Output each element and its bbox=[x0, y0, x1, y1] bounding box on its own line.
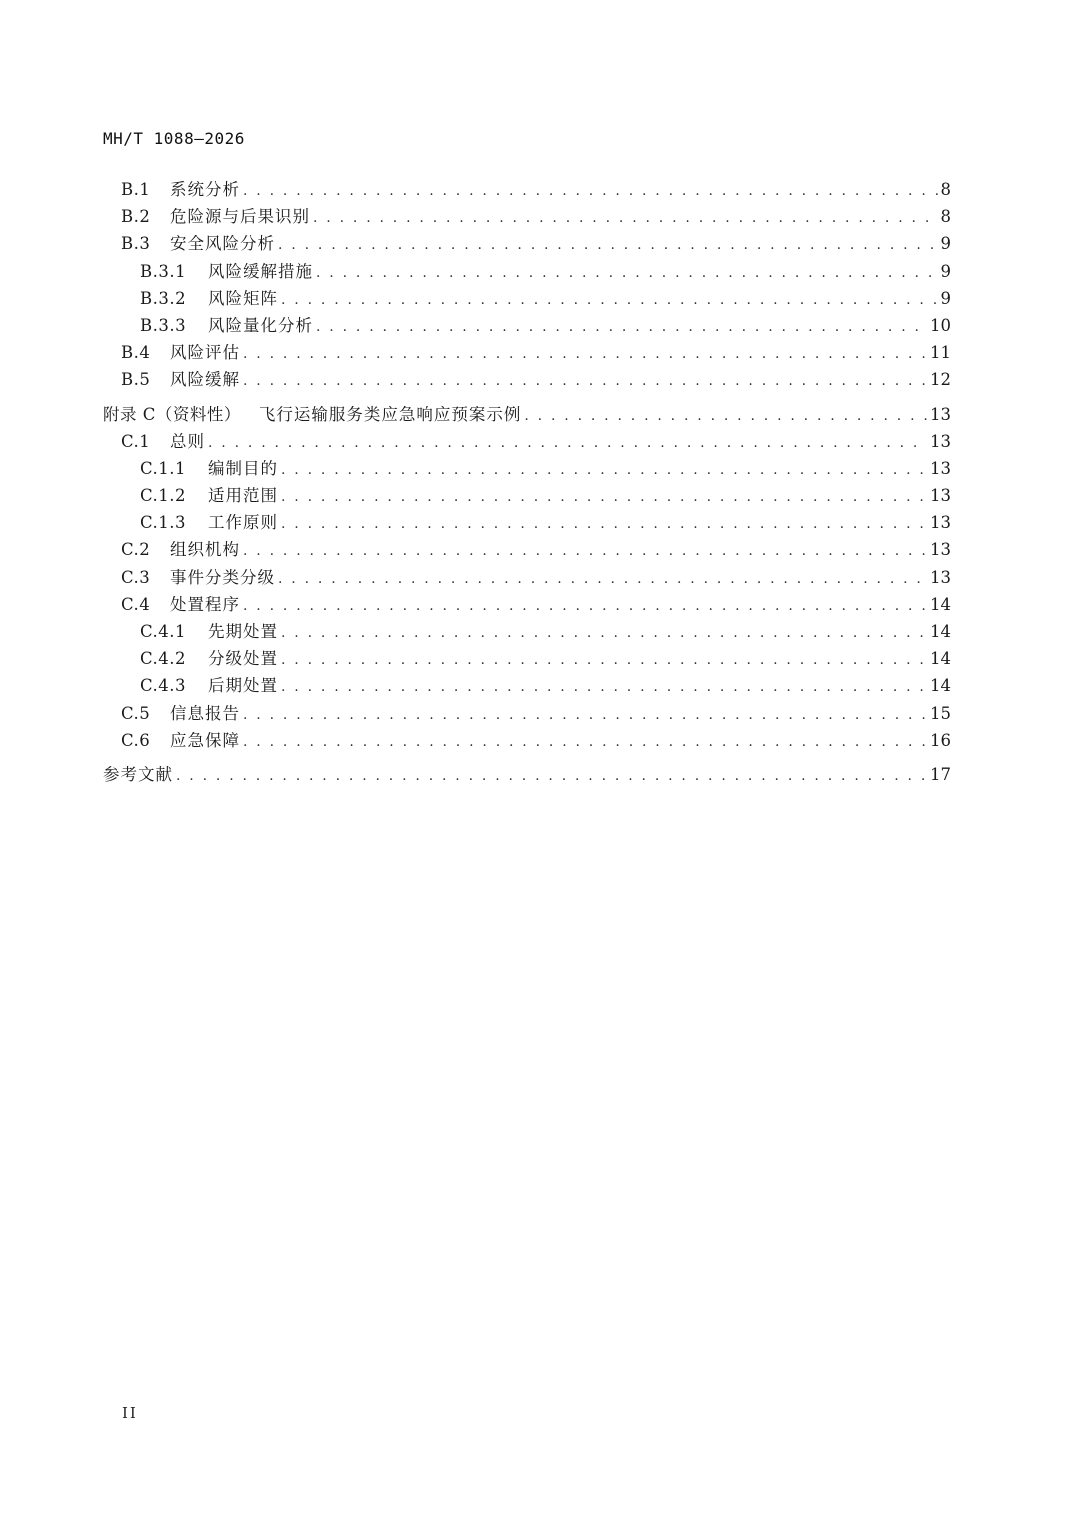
toc-entry-page: 14 bbox=[930, 622, 951, 641]
toc-dot-leader bbox=[243, 598, 927, 614]
toc-dot-leader bbox=[208, 435, 927, 451]
toc-entry-page: 14 bbox=[930, 649, 951, 669]
toc-entry[interactable] bbox=[103, 312, 951, 339]
toc-entry[interactable] bbox=[103, 428, 951, 455]
toc-entry-number: C.1 bbox=[121, 431, 151, 451]
toc-entry[interactable] bbox=[103, 591, 951, 618]
toc-entry-number: B.4 bbox=[121, 343, 151, 363]
toc-entry-number: C.2 bbox=[121, 540, 151, 560]
toc-entry-number: B.3 bbox=[121, 234, 151, 254]
toc-entry-page: 13 bbox=[930, 458, 951, 478]
toc-entry-title: 风险缓解措施 bbox=[208, 261, 313, 281]
toc-dot-leader bbox=[278, 571, 927, 587]
toc-entry[interactable] bbox=[103, 564, 951, 591]
toc-entry-title: 处置程序 bbox=[170, 594, 240, 614]
toc-entry[interactable] bbox=[103, 618, 951, 645]
toc-dot-leader bbox=[243, 707, 927, 723]
toc-entry[interactable] bbox=[103, 203, 951, 230]
toc-entry[interactable] bbox=[103, 672, 951, 699]
toc-entry-title: 应急保障 bbox=[170, 730, 240, 750]
toc-entry-title: 参考文献 bbox=[103, 764, 173, 784]
toc-entry-number: C.3 bbox=[121, 567, 151, 587]
toc-entry-number: C.6 bbox=[121, 730, 151, 750]
page-number: II bbox=[122, 1404, 138, 1422]
toc-entry-number: B.3.2 bbox=[140, 288, 187, 308]
toc-entry-page: 8 bbox=[940, 207, 951, 227]
toc-entry[interactable] bbox=[103, 366, 951, 393]
toc-entry-title: 信息报告 bbox=[170, 703, 240, 723]
toc-dot-leader bbox=[281, 292, 938, 308]
toc-dot-leader bbox=[281, 516, 927, 532]
toc-entry-page: 17 bbox=[930, 764, 951, 784]
toc-entry-page: 9 bbox=[940, 288, 951, 308]
toc-entry-page: 10 bbox=[930, 315, 951, 335]
toc-dot-leader bbox=[243, 373, 927, 389]
toc-entry-title: 先期处置 bbox=[208, 622, 278, 641]
toc-entry[interactable] bbox=[103, 401, 951, 428]
toc-entry-page: 11 bbox=[930, 343, 951, 363]
toc-entry-page: 13 bbox=[930, 513, 951, 533]
toc-entry-page: 9 bbox=[940, 234, 951, 254]
toc-entry-number: B.5 bbox=[121, 370, 151, 390]
toc-entry-number: C.1.1 bbox=[140, 458, 187, 478]
toc-dot-leader bbox=[281, 652, 927, 668]
toc-entry[interactable] bbox=[103, 536, 951, 563]
toc-entry-title: 安全风险分析 bbox=[170, 234, 275, 254]
toc-entry[interactable] bbox=[103, 176, 951, 203]
toc-entry[interactable] bbox=[103, 700, 951, 727]
toc-entry-title: 工作原则 bbox=[208, 513, 278, 533]
toc-entry-page: 13 bbox=[930, 567, 951, 587]
toc-entry-number: C.4.3 bbox=[140, 676, 187, 696]
toc-entry-page: 16 bbox=[930, 730, 951, 750]
toc-entry-number: C.4.2 bbox=[140, 649, 187, 669]
toc-entry-title: 后期处置 bbox=[208, 676, 278, 696]
toc-entry-title: 组织机构 bbox=[170, 540, 240, 560]
toc-entry[interactable] bbox=[103, 509, 951, 536]
toc-entry-title: 风险评估 bbox=[170, 343, 240, 363]
toc-entry[interactable] bbox=[103, 761, 951, 788]
toc-entry-title: 飞行运输服务类应急响应预案示例 bbox=[258, 404, 522, 424]
toc-entry-number: B.2 bbox=[121, 207, 151, 227]
toc-entry-title: 风险矩阵 bbox=[208, 288, 278, 308]
toc-dot-leader bbox=[281, 462, 927, 478]
toc-entry-number: C.1.3 bbox=[140, 513, 187, 533]
toc-entry-page: 9 bbox=[940, 261, 951, 281]
table-of-contents bbox=[103, 176, 951, 788]
toc-dot-leader bbox=[316, 265, 938, 281]
toc-dot-leader bbox=[313, 210, 938, 226]
toc-entry[interactable] bbox=[103, 285, 951, 312]
toc-entry-number: C.5 bbox=[121, 703, 151, 723]
toc-entry-number: C.4 bbox=[121, 594, 151, 614]
toc-entry[interactable] bbox=[103, 482, 951, 509]
toc-dot-leader bbox=[524, 408, 927, 424]
toc-entry-page: 12 bbox=[930, 370, 951, 390]
toc-entry-number: B.1 bbox=[121, 180, 151, 199]
toc-entry-page: 14 bbox=[930, 676, 951, 696]
toc-entry-title: 编制目的 bbox=[208, 458, 278, 478]
toc-entry-number: C.4.1 bbox=[140, 622, 187, 641]
toc-entry-page: 13 bbox=[930, 486, 951, 506]
toc-entry-title: 事件分类分级 bbox=[170, 567, 275, 587]
toc-entry-number: B.3.3 bbox=[140, 315, 187, 335]
toc-entry-page: 13 bbox=[930, 431, 951, 451]
toc-entry-page: 13 bbox=[930, 404, 951, 424]
toc-dot-leader bbox=[243, 543, 927, 559]
toc-entry[interactable] bbox=[103, 258, 951, 285]
toc-entry-title: 适用范围 bbox=[208, 486, 278, 506]
toc-dot-leader bbox=[281, 489, 927, 505]
toc-entry-title: 风险量化分析 bbox=[208, 315, 313, 335]
toc-entry-page: 13 bbox=[930, 540, 951, 560]
toc-entry[interactable] bbox=[103, 455, 951, 482]
toc-entry-number: 附录 C（资料性） bbox=[103, 404, 241, 424]
toc-entry-number: B.3.1 bbox=[140, 261, 187, 281]
toc-dot-leader bbox=[243, 346, 927, 362]
document-code: MH/T 1088—2026 bbox=[103, 129, 245, 148]
toc-entry[interactable] bbox=[103, 645, 951, 672]
toc-dot-leader bbox=[281, 625, 927, 641]
toc-entry-title: 系统分析 bbox=[170, 180, 240, 199]
toc-dot-leader bbox=[278, 237, 938, 253]
toc-dot-leader bbox=[316, 319, 927, 335]
toc-entry-title: 分级处置 bbox=[208, 649, 278, 669]
toc-entry-page: 14 bbox=[930, 594, 951, 614]
toc-entry[interactable] bbox=[103, 339, 951, 366]
toc-entry-page: 15 bbox=[930, 703, 951, 723]
toc-dot-leader bbox=[243, 734, 927, 750]
toc-dot-leader bbox=[281, 679, 927, 695]
toc-entry[interactable] bbox=[103, 727, 951, 754]
toc-dot-leader bbox=[176, 768, 927, 784]
toc-entry-number: C.1.2 bbox=[140, 486, 187, 506]
toc-entry-title: 总则 bbox=[170, 431, 205, 451]
toc-entry-title: 危险源与后果识别 bbox=[170, 207, 310, 227]
toc-entry-title: 风险缓解 bbox=[170, 370, 240, 390]
toc-entry-page: 8 bbox=[940, 180, 951, 199]
toc-entry[interactable] bbox=[103, 230, 951, 257]
toc-dot-leader bbox=[243, 183, 938, 199]
